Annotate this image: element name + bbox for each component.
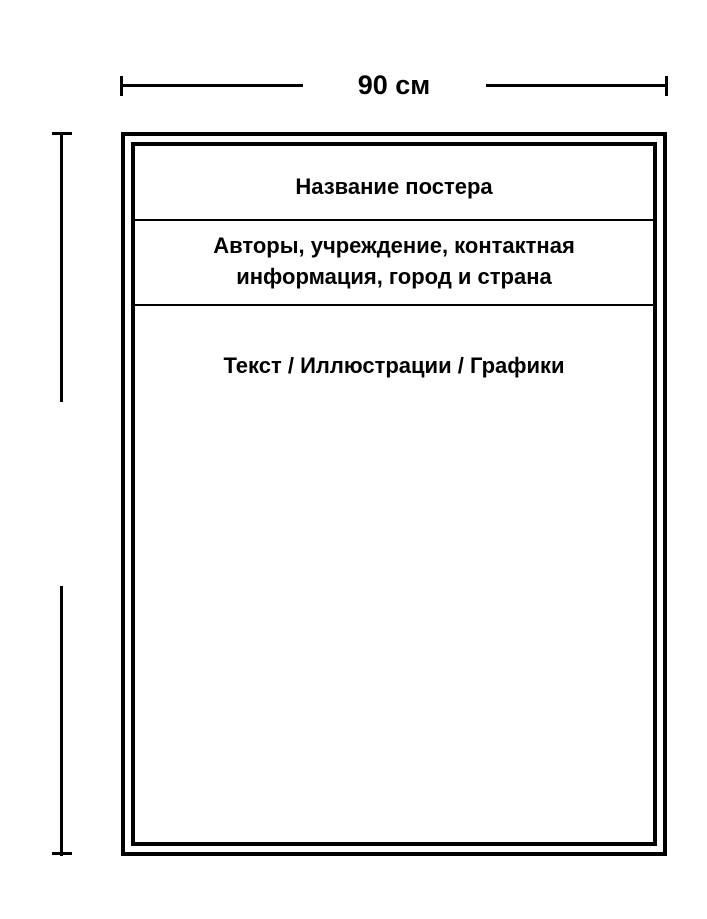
height-dimension-bottom-line — [60, 586, 63, 856]
width-dimension-left-line — [120, 84, 303, 87]
authors-line-2: информация, город и страна — [236, 264, 552, 289]
width-dimension-right-tick — [665, 76, 668, 96]
height-dimension-top-line — [60, 132, 63, 402]
width-dimension-label: 90 см — [357, 70, 431, 100]
poster-title-placeholder: Название постера — [295, 174, 493, 199]
title-section-divider — [131, 219, 657, 221]
authors-section-divider — [131, 304, 657, 306]
poster-authors-placeholder — [135, 230, 653, 292]
width-dimension-right-line — [486, 84, 668, 87]
authors-line-1: Авторы, учреждение, контактная — [213, 233, 575, 258]
height-dimension-bottom-tick — [52, 852, 72, 855]
poster-content-placeholder: Текст / Иллюстрации / Графики — [223, 353, 565, 378]
